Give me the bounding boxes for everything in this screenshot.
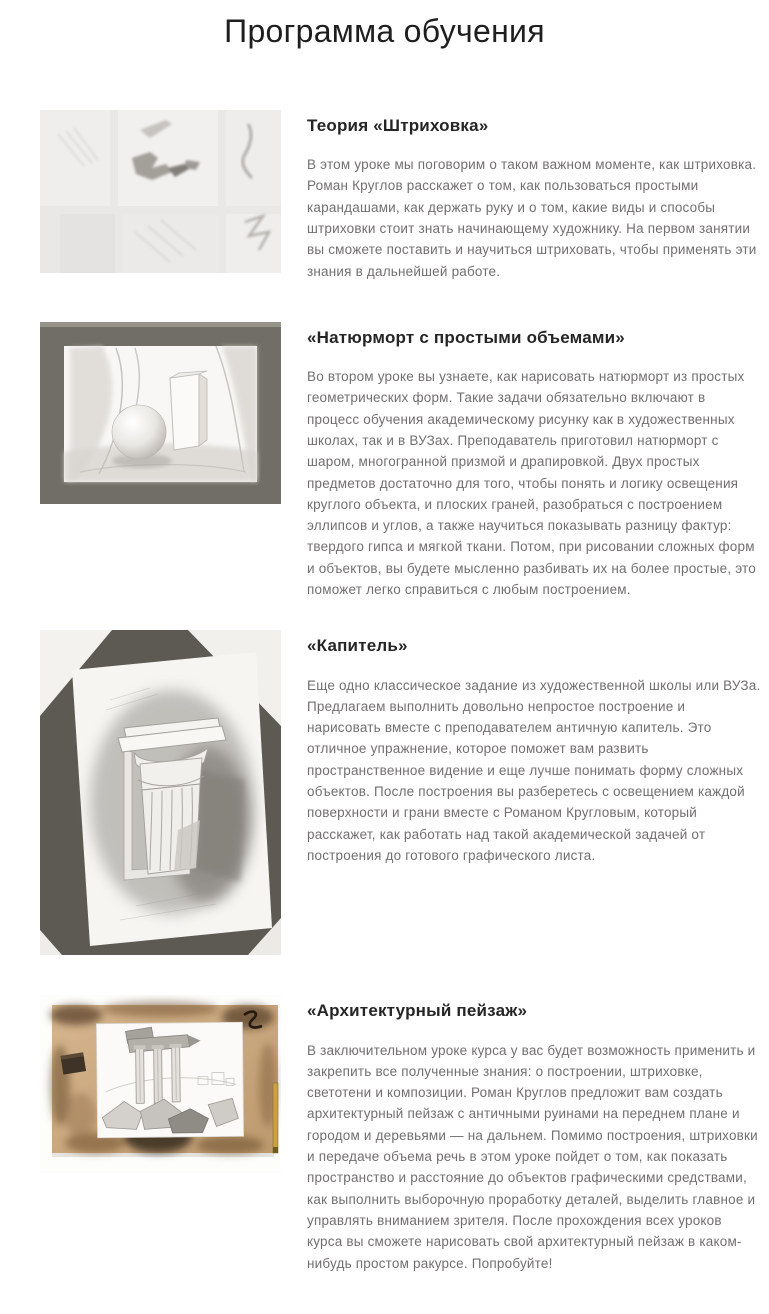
lesson-row-3 <box>40 630 761 955</box>
lesson-2-title: «Натюрморт с простыми объемами» <box>307 327 625 347</box>
lessons-list <box>0 110 769 1274</box>
lesson-4-content <box>307 995 761 1274</box>
page-title: Программа обучения <box>224 13 545 49</box>
hatching-practice-photo <box>40 110 281 273</box>
ruins-landscape-photo <box>40 995 281 1173</box>
lesson-3-content <box>307 630 761 866</box>
lesson-2-image <box>40 322 281 504</box>
lesson-row-4 <box>40 995 761 1274</box>
paper-sheet <box>96 1023 243 1139</box>
capital-drawing-photo <box>40 630 281 955</box>
lesson-2-content <box>307 322 761 601</box>
lesson-4-title: «Архитектурный пейзаж» <box>307 1001 528 1021</box>
lesson-3-image <box>40 630 281 955</box>
pencil-shape <box>273 1083 278 1153</box>
lesson-2-description: Во втором уроке вы узнаете, как нарисовать натюрморт из простых геометрических форм. Такие задачи обязательно включают в процесс обучения академическому рисунку как в художественных школах, так и в ВУЗах. Преподаватель приготовил натюрморт с шаром, многогранной призмой и драпировкой. Двух простых предметов достаточно для того, чтобы понять и логику освещения круглого объекта, и плоских граней, разобраться с построением эллипсов и углов, а также научиться показывать разницу фактур: твердого гипса и мягкой ткани. Потом, при рисовании сложных форм и объектов, вы будете мысленно разбивать их на более простые, это поможет легко справиться с любым построением. <box>307 369 757 598</box>
lesson-1-title: Теория «Штриховка» <box>307 115 489 135</box>
lesson-row-1 <box>40 110 761 282</box>
lesson-4-description: В заключительном уроке курса у вас будет возможность применить и закрепить все полученные знания: о построении, штриховке, светотени и композиции. Роман Круглов предложит вам создать архитектурный пейзаж с античными руинами на переднем плане и городом и деревьями — на дальнем. Помимо построения, штриховки и передаче объема речь в этом уроке пойдет о том, как показать пространство и расстояние до объектов графическими средствами, как выполнить выборочную проработку деталей, выделить главное и управлять вниманием зрителя. После прохождения всех уроков курса вы сможете нарисовать свой архитектурный пейзаж в каком-нибудь простом ракурсе. Попробуйте! <box>307 1042 758 1271</box>
prism-shape <box>170 371 207 450</box>
columns <box>134 1044 183 1103</box>
eraser-shape <box>60 1053 86 1075</box>
lesson-4-image <box>40 995 281 1173</box>
lesson-1-image <box>40 110 281 273</box>
lesson-row-2 <box>40 322 761 601</box>
lesson-1-description: В этом уроке мы поговорим о таком важном моменте, как штриховка. Роман Круглов расскажет о том, как пользоваться простыми карандашами, как держать руку и о том, какие виды и способы штриховки стоит знать начинающему художнику. На первом занятии вы сможете поставить и научиться штриховать, чтобы применять эти знания в дальнейшей работе. <box>307 157 757 279</box>
still-life-photo <box>40 322 281 504</box>
lesson-1-content <box>307 110 761 282</box>
lesson-3-title: «Капитель» <box>307 636 408 656</box>
lesson-3-description: Еще одно классическое задание из художественной школы или ВУЗа. Предлагаем выполнить довольно непростое построение и нарисовать вместе с преподавателем античную капитель. Это отличное упражнение, которое поможет вам развить пространственное видение и еще лучше понимать форму сложных объектов. После построения вы разберетесь с освещением каждой поверхности и грани вместе с Романом Кругловым, который расскажет, как работать над такой академической задачей от построения до готового графического листа. <box>307 677 761 863</box>
